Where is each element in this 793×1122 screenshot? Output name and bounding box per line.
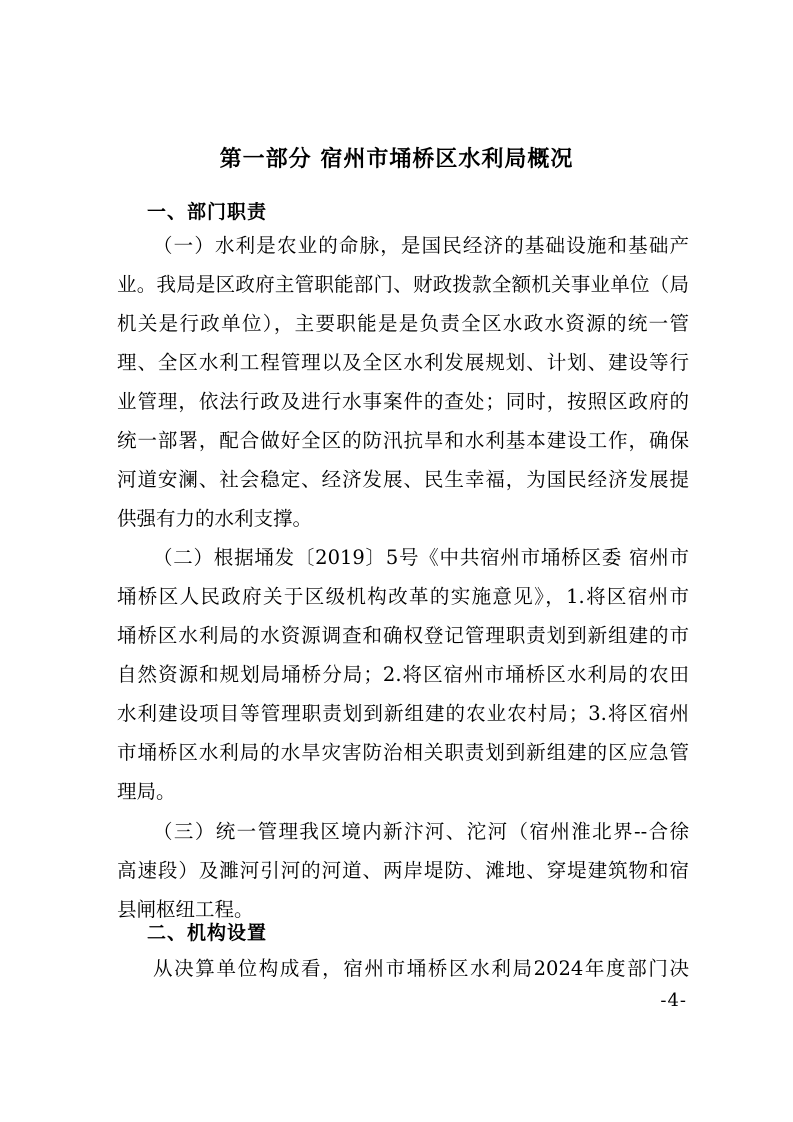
paragraph-line: 自然资源和规划局埇桥分局；2.将区宿州市埇桥区水利局的农田 [117,663,689,686]
page-number: -4- [660,990,687,1011]
paragraph-line: 高速段）及濉河引河的河道、两岸堤防、滩地、穿堤建筑物和宿 [117,859,689,882]
paragraph-line: 理、全区水利工程管理以及全区水利发展规划、计划、建设等行 [117,351,689,374]
page-title: 第一部分 宿州市埇桥区水利局概况 [219,147,574,172]
section-heading-duties: 一、部门职责 [147,201,268,223]
paragraph-line: （二）根据埇发〔2019〕5号《中共宿州市埇桥区委 宿州市 [153,546,689,569]
paragraph-line: 供强有力的水利支撑。 [117,507,313,530]
paragraph-line: 县闸枢纽工程。 [117,898,254,921]
paragraph-line: 从决算单位构成看，宿州市埇桥区水利局2024年度部门决 [153,957,689,980]
paragraph-line: 业管理，依法行政及进行水事案件的查处；同时，按照区政府的 [117,390,689,413]
paragraph-line: 水利建设项目等管理职责划到新组建的农业农村局；3.将区宿州 [117,702,689,725]
paragraph-line: 埇桥区人民政府关于区级机构改革的实施意见》，1.将区宿州市 [117,585,689,608]
paragraph-line: 埇桥区水利局的水资源调查和确权登记管理职责划到新组建的市 [117,624,689,647]
paragraph-line: 机关是行政单位），主要职能是是负责全区水政水资源的统一管 [117,312,689,335]
paragraph-line: 业。我局是区政府主管职能部门、财政拨款全额机关事业单位（局 [117,273,689,296]
paragraph-line: 统一部署，配合做好全区的防汛抗旱和水利基本建设工作，确保 [117,429,689,452]
paragraph-line: 理局。 [117,780,176,803]
paragraph-line: （三）统一管理我区境内新汴河、沱河（宿州淮北界--合徐 [153,820,689,843]
paragraph-line: 河道安澜、社会稳定、经济发展、民生幸福，为国民经济发展提 [117,468,689,491]
paragraph-line: （一）水利是农业的命脉，是国民经济的基础设施和基础产 [153,234,689,257]
section-heading-structure: 二、机构设置 [147,922,268,944]
paragraph-line: 市埇桥区水利局的水旱灾害防治相关职责划到新组建的区应急管 [117,741,689,764]
